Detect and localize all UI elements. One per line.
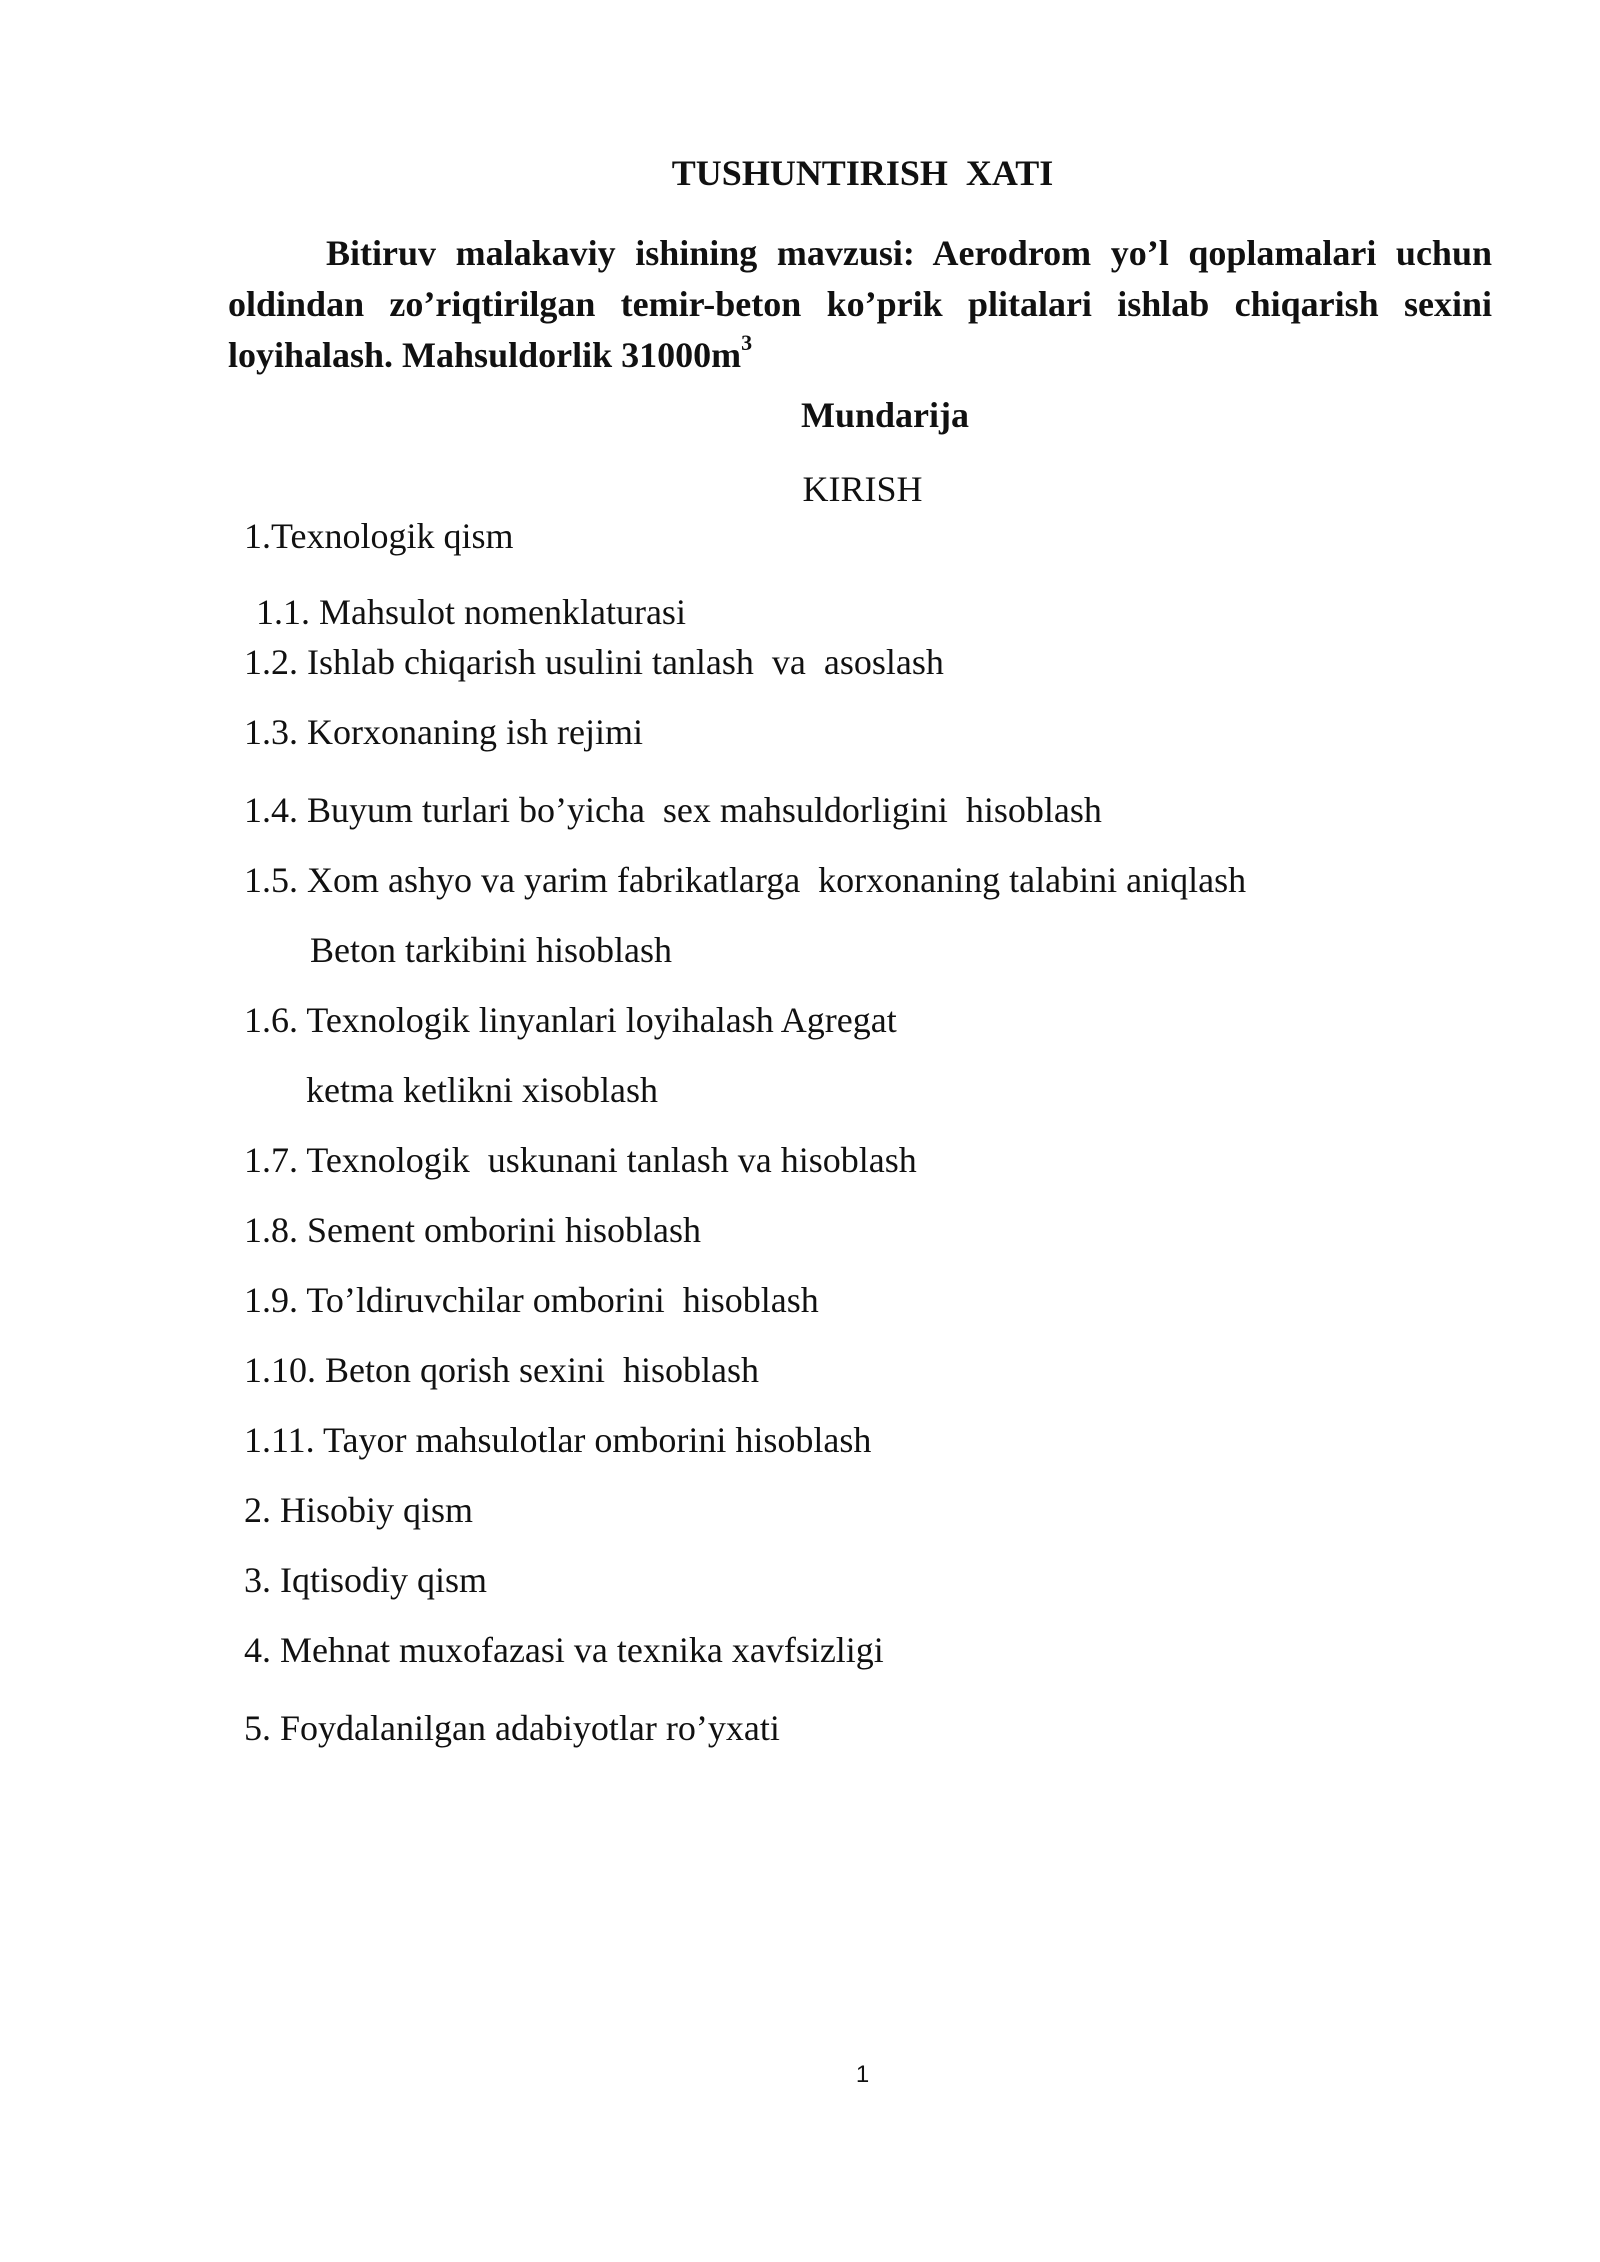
- toc-item: 1.9. To’ldiruvchilar omborini hisoblash: [244, 1280, 819, 1320]
- toc-item: 1.10. Beton qorish sexini hisoblash: [244, 1350, 759, 1390]
- toc-item: 1.5. Xom ashyo va yarim fabrikatlarga korxonaning talabini aniqlash: [244, 860, 1247, 900]
- toc-item: 2. Hisobiy qism: [244, 1490, 474, 1530]
- toc-item: 1.6. Texnologik linyanlari loyihalash Agregat: [244, 1000, 897, 1040]
- thesis-topic: [228, 228, 1492, 381]
- toc-item: 1.11. Tayor mahsulotlar omborini hisoblash: [244, 1420, 872, 1460]
- toc-item: 1.Texnologik qism: [244, 516, 514, 556]
- toc-item: 1.1. Mahsulot nomenklaturasi: [256, 592, 686, 632]
- toc-item: 1.7. Texnologik uskunani tanlash va hisoblash: [244, 1140, 917, 1180]
- toc-item: 1.8. Sement omborini hisoblash: [244, 1210, 701, 1250]
- toc-item: 1.3. Korxonaning ish rejimi: [244, 712, 643, 752]
- document-title: TUSHUNTIRISH XATI: [671, 153, 1054, 193]
- toc-item: 4. Mehnat muxofazasi va texnika xavfsizligi: [244, 1630, 884, 1670]
- toc-item: 1.2. Ishlab chiqarish usulini tanlash va asoslash: [244, 642, 944, 682]
- contents-heading: Mundarija: [800, 395, 969, 435]
- page-number: 1: [855, 2061, 870, 2088]
- toc-item: Beton tarkibini hisoblash: [310, 930, 672, 970]
- thesis-topic-text: Bitiruv malakaviy ishining mavzusi: Aerodrom yo’l qoplamalari uchun oldindan zo’riqtirilgan temir-beton ko’prik plitalari ishlab chiqarish sexini loyihalash. Mahsuldorlik 31000m: [228, 233, 1492, 375]
- toc-item: 1.4. Buyum turlari bo’yicha sex mahsuldorligini hisoblash: [244, 790, 1102, 830]
- toc-item: ketma ketlikni xisoblash: [306, 1070, 658, 1110]
- thesis-topic-superscript: 3: [741, 330, 753, 355]
- toc-intro: KIRISH: [802, 469, 923, 509]
- toc-item: 3. Iqtisodiy qism: [244, 1560, 488, 1600]
- toc-item: 5. Foydalanilgan adabiyotlar ro’yxati: [244, 1708, 780, 1748]
